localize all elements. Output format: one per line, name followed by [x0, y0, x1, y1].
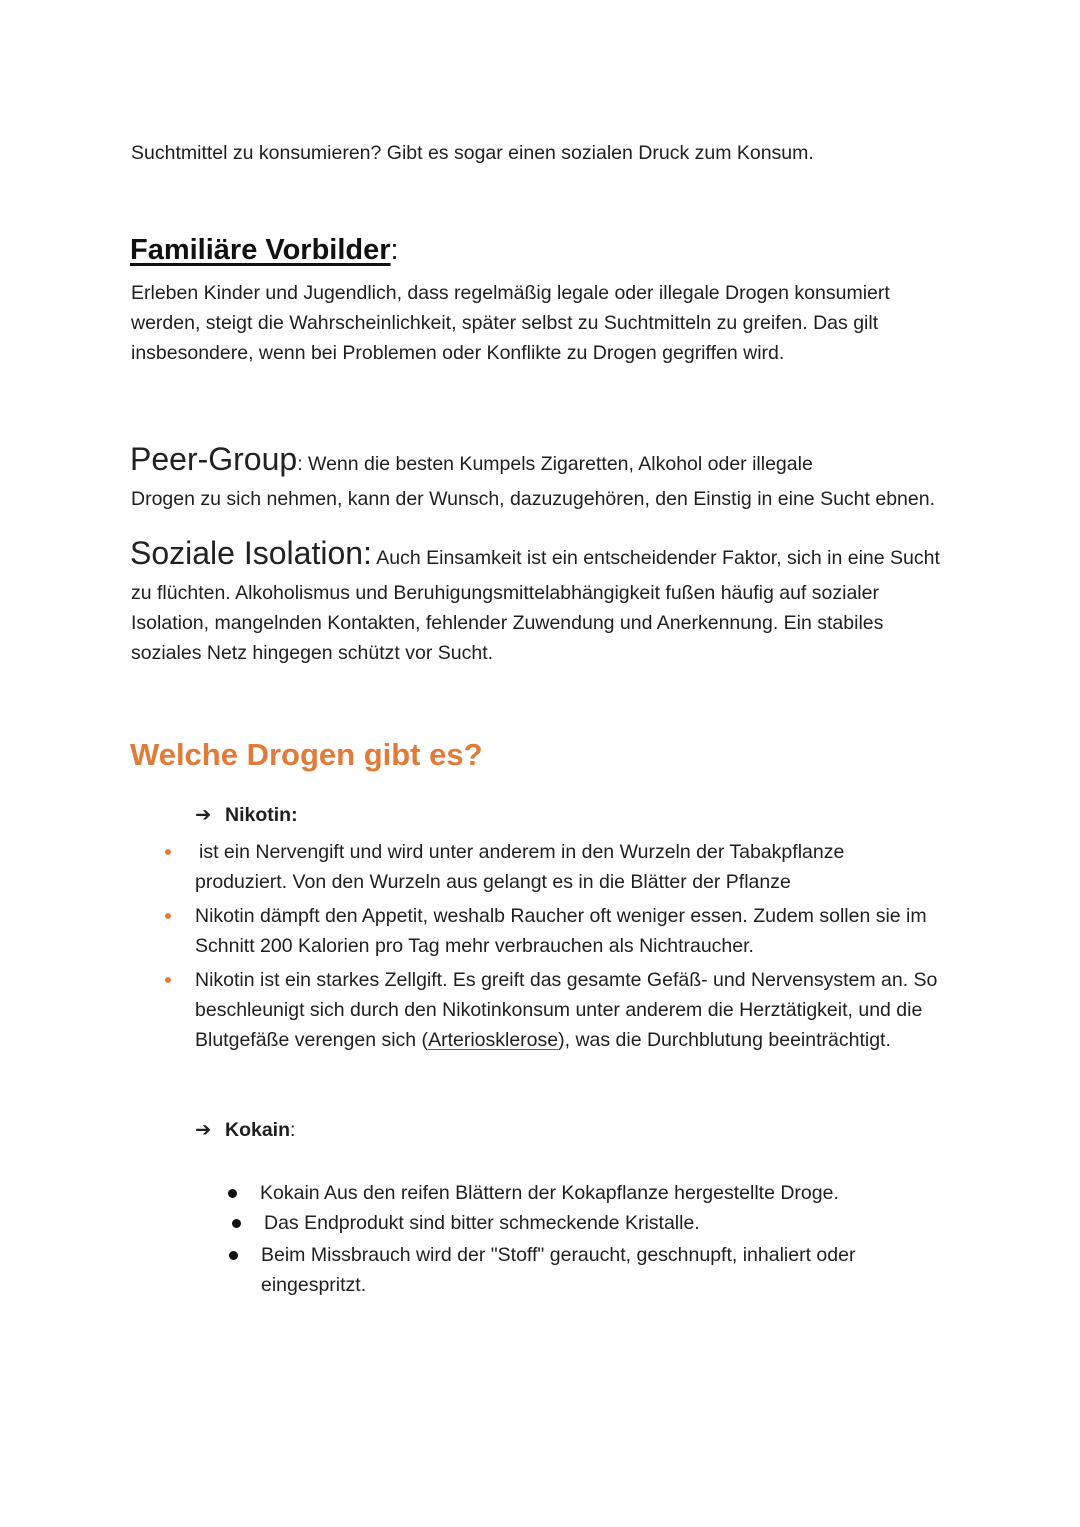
bullet-icon: [232, 1219, 241, 1228]
nikotin-b3-post: ), was die Durchblutung beeinträchtigt.: [558, 1029, 891, 1051]
arrow-right-icon: ➔: [195, 1119, 212, 1141]
nikotin-bullet-3-line: [195, 1025, 891, 1055]
nikotin-label: Nikotin:: [225, 804, 298, 826]
bullet-icon: [165, 913, 171, 919]
bullet-icon: [228, 1189, 237, 1198]
kokain-bullet-1: Kokain Aus den reifen Blättern der Kokapflanze hergestellte Droge.: [260, 1182, 839, 1204]
heading-soziale-isolation: Soziale Isolation:: [130, 535, 372, 571]
heading-peer-group: Peer-Group: [130, 441, 298, 477]
kokain-bullet-3-line: Beim Missbrauch wird der "Stoff" geraucht, geschnupft, inhaliert oder: [261, 1244, 856, 1266]
kokain-bullet-2: Das Endprodukt sind bitter schmeckende Kristalle.: [264, 1212, 700, 1234]
heading-colon: :: [390, 234, 399, 266]
isolation-line-1: Auch Einsamkeit ist ein entscheidender Faktor, sich in eine Sucht: [371, 547, 940, 569]
nikotin-bullet-3-line: beschleunigt sich durch den Nikotinkonsum unter anderem die Herztätigkeit, und die: [195, 999, 923, 1021]
isolation-paragraph: [130, 535, 940, 573]
peer-line-1: : Wenn die besten Kumpels Zigaretten, Alkohol oder illegale: [297, 453, 813, 475]
heading-familiaere-vorbilder: [130, 234, 399, 267]
nikotin-bullet-2-line: Schnitt 200 Kalorien pro Tag mehr verbrauchen als Nichtraucher.: [195, 935, 754, 957]
intro-text: Suchtmittel zu konsumieren? Gibt es sogar einen sozialen Druck zum Konsum.: [131, 142, 814, 164]
bullet-icon: [165, 849, 171, 855]
arteriosklerose-link[interactable]: Arteriosklerose: [428, 1029, 559, 1051]
nikotin-b3-pre: Blutgefäße verengen sich (: [195, 1029, 429, 1051]
nikotin-heading: [195, 803, 298, 827]
bullet-icon: [165, 977, 171, 983]
nikotin-bullet-3-line: Nikotin ist ein starkes Zellgift. Es greift das gesamte Gefäß- und Nervensystem an. So: [195, 969, 938, 991]
nikotin-bullet-2-line: Nikotin dämpft den Appetit, weshalb Raucher oft weniger essen. Zudem sollen sie im: [195, 905, 927, 927]
familiaere-line: insbesondere, wenn bei Problemen oder Konflikte zu Drogen gegriffen wird.: [131, 342, 785, 364]
isolation-line: zu flüchten. Alkoholismus und Beruhigungsmittelabhängigkeit fußen häufig auf sozialer: [131, 582, 879, 604]
kokain-heading: [195, 1118, 295, 1142]
familiaere-line: werden, steigt die Wahrscheinlichkeit, später selbst zu Suchtmitteln zu greifen. Das gilt: [131, 312, 879, 334]
nikotin-bullet-1-line: produziert. Von den Wurzeln aus gelangt es in die Blätter der Pflanze: [195, 871, 791, 893]
bullet-icon: [229, 1251, 238, 1260]
isolation-line: Isolation, mangelnden Kontakten, fehlender Zuwendung und Anerkennung. Ein stabiles: [131, 612, 884, 634]
peer-line-2: Drogen zu sich nehmen, kann der Wunsch, dazuzugehören, den Einstig in eine Sucht ebnen.: [131, 488, 935, 510]
heading-familiaere-label: Familiäre Vorbilder: [130, 234, 391, 266]
heading-welche-drogen: Welche Drogen gibt es?: [130, 737, 483, 772]
peer-group-paragraph: [130, 441, 813, 479]
isolation-line: soziales Netz hingegen schützt vor Sucht.: [131, 642, 494, 664]
kokain-colon: :: [290, 1119, 296, 1141]
familiaere-line: Erleben Kinder und Jugendlich, dass regelmäßig legale oder illegale Drogen konsumiert: [131, 282, 890, 304]
kokain-label: Kokain: [225, 1119, 291, 1141]
arrow-right-icon: ➔: [195, 804, 212, 826]
kokain-bullet-3-line: eingespritzt.: [261, 1274, 367, 1296]
nikotin-bullet-1-line: ist ein Nervengift und wird unter anderem in den Wurzeln der Tabakpflanze: [199, 841, 845, 863]
